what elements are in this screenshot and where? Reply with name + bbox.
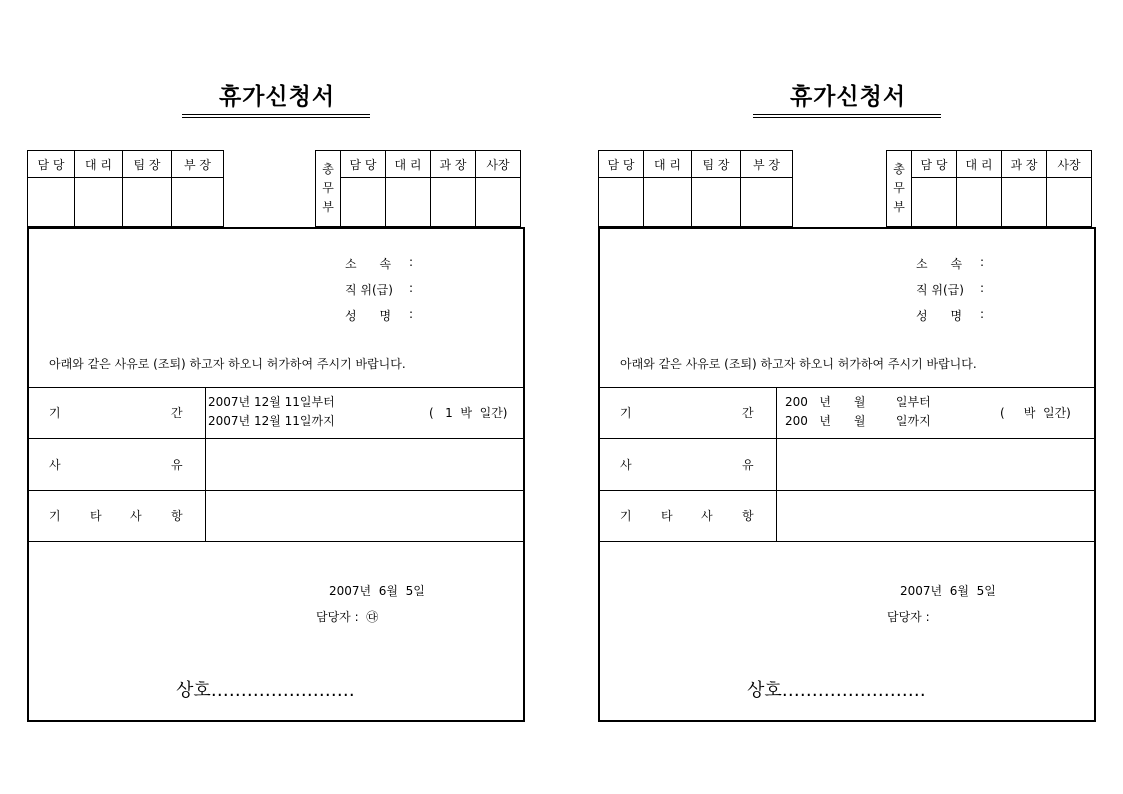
general-affairs-label xyxy=(887,151,912,227)
other-notes-field[interactable] xyxy=(206,491,523,541)
approval-header-staff: 담 당 xyxy=(341,151,386,178)
signature-box[interactable] xyxy=(957,178,1002,227)
label-char: 타 xyxy=(661,509,673,523)
approval-header-team-lead: 팀 장 xyxy=(123,151,172,178)
general-affairs-label xyxy=(316,151,341,227)
period-to: 200 년 월 일까지 xyxy=(785,414,931,428)
approval-header-deputy: 대 리 xyxy=(957,151,1002,178)
general-affairs-char: 부 xyxy=(893,200,905,214)
signature-box[interactable] xyxy=(599,178,644,227)
company-name: 상호…………………… xyxy=(176,680,355,701)
label-char: 간 xyxy=(742,406,754,420)
label-char: 유 xyxy=(171,458,183,472)
row-divider xyxy=(29,387,523,388)
signature-box[interactable] xyxy=(172,178,224,227)
form-body xyxy=(598,227,1096,722)
general-affairs-char: 무 xyxy=(893,181,905,195)
approval-table-general xyxy=(315,150,521,227)
title-underline xyxy=(753,114,941,115)
approval-header-dept-head: 부 장 xyxy=(172,151,224,178)
request-text: 아래와 같은 사유로 (조퇴) 하고자 하오니 허가하여 주시기 바랍니다. xyxy=(49,357,406,371)
general-affairs-char: 무 xyxy=(322,181,334,195)
form-title: 휴가신청서 xyxy=(789,84,907,110)
position-label: 직 위(급) xyxy=(345,283,393,297)
approval-header-deputy: 대 리 xyxy=(386,151,431,178)
request-text: 아래와 같은 사유로 (조퇴) 하고자 하오니 허가하여 주시기 바랍니다. xyxy=(620,357,977,371)
period-value[interactable] xyxy=(785,393,931,431)
form-title: 휴가신청서 xyxy=(218,84,336,110)
period-to: 2007년 12월 11일까지 xyxy=(208,414,335,428)
label-char: 항 xyxy=(742,509,754,523)
approval-header-president: 사장 xyxy=(1047,151,1092,178)
label-char: 기 xyxy=(620,509,632,523)
label-char: 타 xyxy=(90,509,102,523)
signature-box[interactable] xyxy=(476,178,521,227)
signature-box[interactable] xyxy=(386,178,431,227)
approval-header-staff: 담 당 xyxy=(912,151,957,178)
signature-box[interactable] xyxy=(28,178,75,227)
leave-form-left xyxy=(27,0,527,794)
approval-header-staff: 담 당 xyxy=(28,151,75,178)
label-char: 기 xyxy=(620,406,632,420)
approval-header-dept-head: 부 장 xyxy=(741,151,793,178)
approval-header-staff: 담 당 xyxy=(599,151,644,178)
form-body xyxy=(27,227,525,722)
approval-header-team-lead: 팀 장 xyxy=(692,151,741,178)
name-label: 성 명 xyxy=(345,309,392,323)
name-label: 성 명 xyxy=(916,309,963,323)
label-char: 유 xyxy=(742,458,754,472)
row-divider xyxy=(29,541,523,542)
approval-table-general xyxy=(886,150,1092,227)
colon: : xyxy=(409,255,414,269)
label-char: 간 xyxy=(171,406,183,420)
label-char: 기 xyxy=(49,406,61,420)
general-affairs-char: 총 xyxy=(893,162,905,176)
label-char: 항 xyxy=(171,509,183,523)
label-char: 사 xyxy=(620,458,632,472)
nights-count: ( 1 박 일간) xyxy=(429,406,508,420)
leave-form-right xyxy=(598,0,1098,794)
signature-box[interactable] xyxy=(341,178,386,227)
signature-box[interactable] xyxy=(741,178,793,227)
approval-header-section-chief: 과 장 xyxy=(1002,151,1047,178)
label-char: 사 xyxy=(49,458,61,472)
label-char: 사 xyxy=(701,509,713,523)
application-date: 2007년 6월 5일 xyxy=(329,584,425,598)
general-affairs-char: 부 xyxy=(322,200,334,214)
position-label: 직 위(급) xyxy=(916,283,964,297)
signature-box[interactable] xyxy=(1002,178,1047,227)
colon: : xyxy=(980,307,985,321)
period-value[interactable] xyxy=(208,393,335,431)
approval-header-deputy: 대 리 xyxy=(75,151,123,178)
row-divider xyxy=(600,541,1094,542)
colon: : xyxy=(980,255,985,269)
signature-box[interactable] xyxy=(123,178,172,227)
colon: : xyxy=(409,307,414,321)
signature-box[interactable] xyxy=(644,178,692,227)
approval-header-deputy: 대 리 xyxy=(644,151,692,178)
period-from: 2007년 12월 11일부터 xyxy=(208,395,335,409)
other-notes-field[interactable] xyxy=(777,491,1094,541)
reason-field[interactable] xyxy=(777,439,1094,489)
company-name: 상호…………………… xyxy=(747,680,926,701)
approval-header-president: 사장 xyxy=(476,151,521,178)
signature-box[interactable] xyxy=(692,178,741,227)
colon: : xyxy=(980,281,985,295)
affiliation-label: 소 속 xyxy=(345,257,392,271)
nights-count: ( 박 일간) xyxy=(1000,406,1071,420)
reason-field[interactable] xyxy=(206,439,523,489)
manager-signature: 담당자 : xyxy=(887,610,930,624)
approval-table-dept xyxy=(598,150,793,227)
signature-box[interactable] xyxy=(1047,178,1092,227)
manager-signature: 담당자 : ㉰ xyxy=(316,610,379,624)
title-underline xyxy=(182,117,370,118)
signature-box[interactable] xyxy=(912,178,957,227)
label-char: 사 xyxy=(130,509,142,523)
general-affairs-char: 총 xyxy=(322,162,334,176)
label-char: 기 xyxy=(49,509,61,523)
approval-header-section-chief: 과 장 xyxy=(431,151,476,178)
period-from: 200 년 월 일부터 xyxy=(785,395,931,409)
row-divider xyxy=(600,387,1094,388)
affiliation-label: 소 속 xyxy=(916,257,963,271)
approval-table-dept xyxy=(27,150,224,227)
title-underline xyxy=(753,117,941,118)
signature-box[interactable] xyxy=(431,178,476,227)
application-date: 2007년 6월 5일 xyxy=(900,584,996,598)
colon: : xyxy=(409,281,414,295)
signature-box[interactable] xyxy=(75,178,123,227)
title-underline xyxy=(182,114,370,115)
